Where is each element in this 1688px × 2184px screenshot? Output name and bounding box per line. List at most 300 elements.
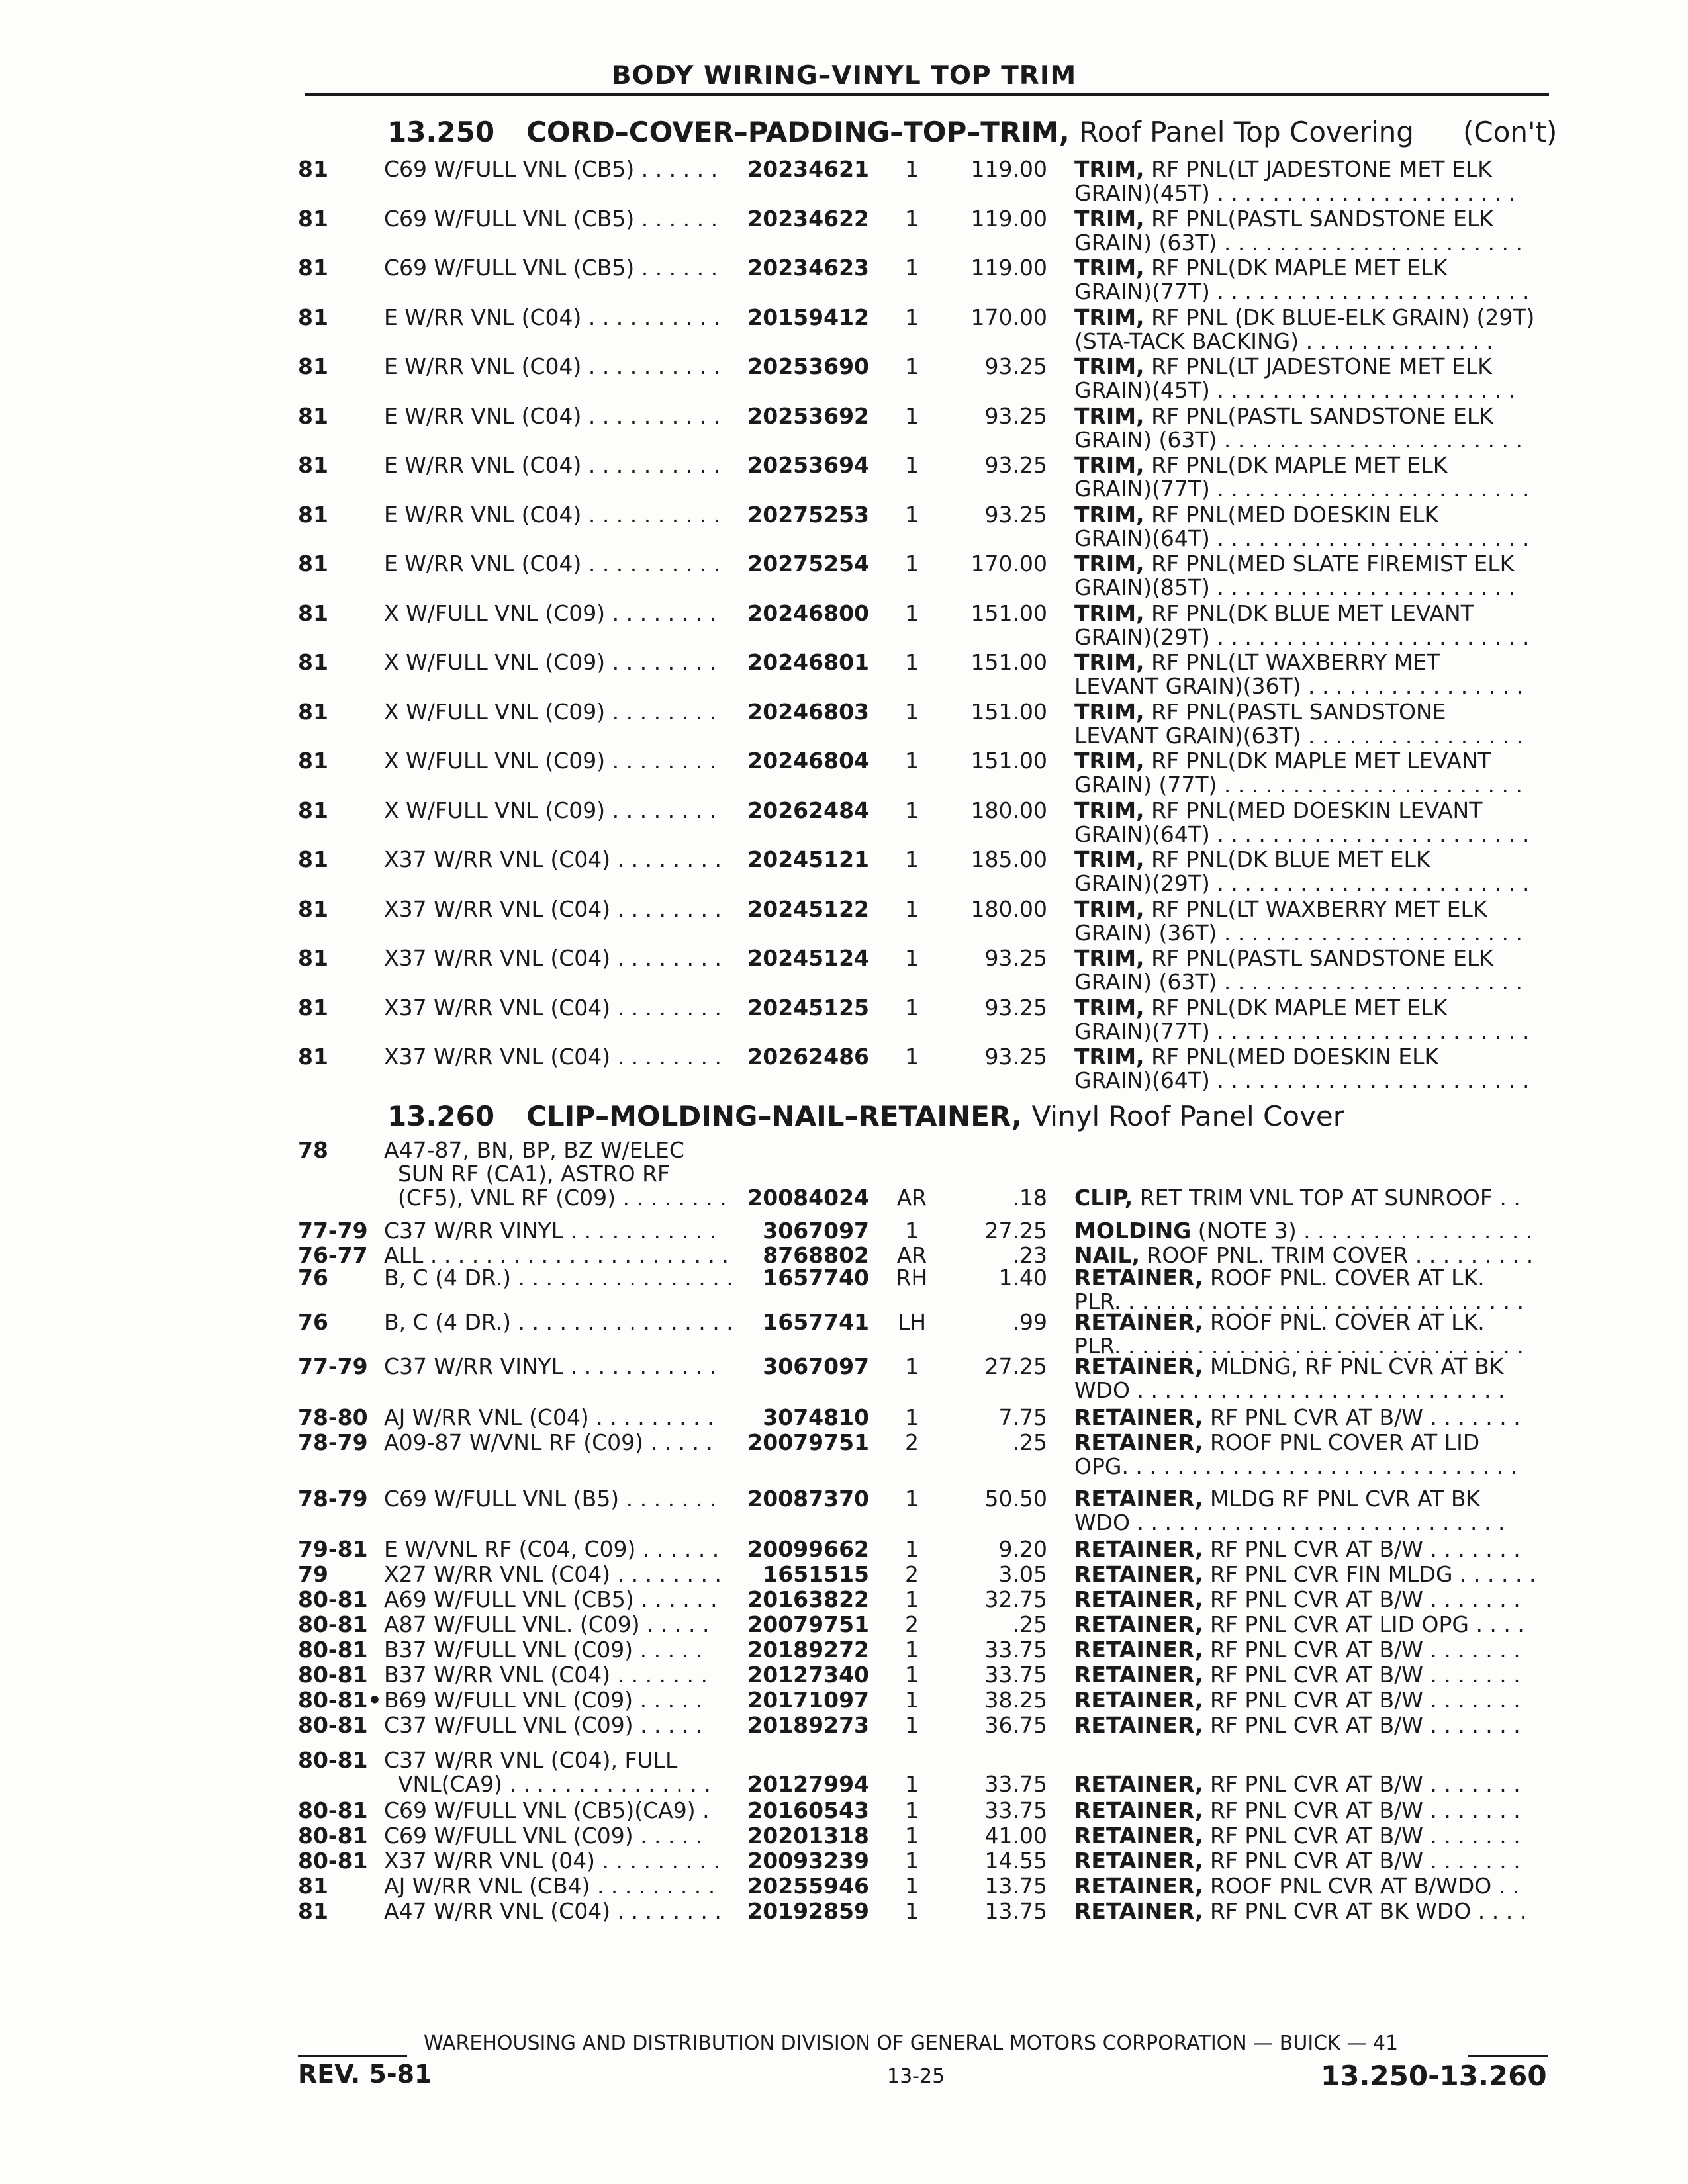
part-number: 20093239 — [747, 1848, 869, 1874]
quantity: 1 — [905, 1797, 919, 1823]
part-number: 20262484 — [747, 797, 869, 823]
list-price: 41.00 — [984, 1823, 1047, 1848]
quantity: 1 — [905, 1044, 919, 1069]
description-noun: TRIM, — [1074, 1044, 1145, 1069]
description-text: MLDNG, RF PNL CVR AT BK WDO . . . . . . . . . . . . . . . . . . . . . . . . . . . — [1074, 1353, 1505, 1403]
description-text: (NOTE 3) . . . . . . . . . . . . . . . . . — [1191, 1218, 1533, 1244]
description-noun: TRIM, — [1074, 600, 1145, 626]
description-noun: TRIM, — [1074, 304, 1145, 330]
part-number: 8768802 — [763, 1242, 869, 1268]
part-description — [1074, 1563, 1551, 1586]
description-text: RF PNL CVR AT LID OPG . . . . — [1203, 1612, 1524, 1637]
model-year: 80-81 — [298, 1612, 368, 1637]
description-text: ROOF PNL CVR AT B/WDO . . — [1203, 1873, 1520, 1899]
model-year: 76 — [298, 1265, 328, 1291]
description-noun: RETAINER, — [1074, 1771, 1203, 1797]
part-description — [1074, 602, 1551, 649]
list-price: 33.75 — [984, 1637, 1047, 1662]
footer-division: WAREHOUSING AND DISTRIBUTION DIVISION OF GENERAL MOTORS CORPORATION — BUICK — 41 — [424, 2032, 1399, 2055]
list-price: .23 — [1012, 1242, 1047, 1268]
model-year: 80-81 — [298, 1797, 368, 1823]
description-noun: RETAINER, — [1074, 1848, 1203, 1874]
list-price: 36.75 — [984, 1712, 1047, 1738]
description-noun: TRIM, — [1074, 353, 1145, 379]
description-noun: RETAINER, — [1074, 1823, 1203, 1848]
description-noun: TRIM, — [1074, 403, 1145, 429]
quantity: 1 — [905, 1404, 919, 1430]
section-subtitle: Vinyl Roof Panel Cover — [1031, 1100, 1345, 1132]
part-description — [1074, 1244, 1551, 1267]
part-description — [1074, 897, 1551, 945]
application: C69 W/FULL VNL (CB5) . . . . . . — [384, 255, 718, 281]
application: C69 W/FULL VNL (CB5)(CA9) . — [384, 1797, 710, 1823]
description-text: RF PNL(PASTL SANDSTONE ELK GRAIN) (63T) . . . . . . . . . . . . . . . . . . . . . . — [1074, 945, 1523, 995]
part-number: 20234621 — [747, 156, 869, 182]
page-header-title: BODY WIRING–VINYL TOP TRIM — [611, 61, 1077, 91]
application: C69 W/FULL VNL (CB5) . . . . . . — [384, 156, 718, 182]
description-noun: RETAINER, — [1074, 1430, 1203, 1455]
description-noun: TRIM, — [1074, 896, 1145, 922]
list-price: 170.00 — [970, 304, 1047, 330]
quantity: 1 — [905, 452, 919, 478]
part-description — [1074, 1849, 1551, 1873]
part-number: 20084024 — [747, 1185, 869, 1210]
part-number: 20262486 — [747, 1044, 869, 1069]
application: A47-87, BN, BP, BZ W/ELEC SUN RF (CA1), ASTRO RF (CF5), VNL RF (C09) . . . . . . . . — [384, 1137, 727, 1210]
part-description — [1074, 503, 1551, 551]
application: E W/RR VNL (C04) . . . . . . . . . . — [384, 502, 721, 527]
description-text: RF PNL CVR FIN MLDG . . . . . . — [1203, 1561, 1536, 1587]
quantity: 2 — [905, 1561, 919, 1587]
part-number: 1651515 — [763, 1561, 869, 1587]
footer-rule-right — [1468, 2055, 1548, 2057]
list-price: 27.25 — [984, 1353, 1047, 1379]
application: C69 W/FULL VNL (B5) . . . . . . . — [384, 1486, 717, 1512]
list-price: 93.25 — [984, 1044, 1047, 1069]
part-number: 1657741 — [763, 1309, 869, 1335]
application: E W/VNL RF (C04, C09) . . . . . . — [384, 1536, 720, 1562]
part-description — [1074, 749, 1551, 797]
part-description — [1074, 1266, 1551, 1314]
model-year: 81 — [298, 403, 328, 429]
part-description — [1074, 848, 1551, 895]
model-year: 81 — [298, 896, 328, 922]
part-description — [1074, 1799, 1551, 1823]
part-description — [1074, 1713, 1551, 1737]
description-noun: RETAINER, — [1074, 1662, 1203, 1688]
description-text: RF PNL CVR AT B/W . . . . . . . — [1203, 1687, 1521, 1713]
application: A47 W/RR VNL (C04) . . . . . . . . — [384, 1898, 722, 1924]
application: E W/RR VNL (C04) . . . . . . . . . . — [384, 403, 721, 429]
part-number: 20192859 — [747, 1898, 869, 1924]
description-text: RF PNL(DK BLUE MET ELK GRAIN)(29T) . . . . . . . . . . . . . . . . . . . . . . . — [1074, 846, 1530, 896]
list-price: 50.50 — [984, 1486, 1047, 1512]
quantity: 1 — [905, 1353, 919, 1379]
quantity: 2 — [905, 1612, 919, 1637]
section-number: 13.260 — [387, 1100, 495, 1132]
model-year: 79 — [298, 1561, 328, 1587]
application: X W/FULL VNL (C09) . . . . . . . . — [384, 699, 716, 725]
quantity: 1 — [905, 1586, 919, 1612]
description-text: RF PNL CVR AT B/W . . . . . . . — [1203, 1637, 1521, 1662]
description-text: RF PNL CVR AT B/W . . . . . . . — [1203, 1536, 1521, 1562]
part-number: 20246804 — [747, 748, 869, 774]
part-description — [1074, 1874, 1551, 1898]
quantity: 1 — [905, 1848, 919, 1874]
description-noun: TRIM, — [1074, 945, 1145, 971]
description-text: RF PNL CVR AT B/W . . . . . . . — [1203, 1404, 1521, 1430]
application: X37 W/RR VNL (C04) . . . . . . . . — [384, 846, 722, 872]
part-number: 20160543 — [747, 1797, 869, 1823]
part-number: 20253694 — [747, 452, 869, 478]
application: C37 W/RR VINYL . . . . . . . . . . . — [384, 1218, 716, 1244]
quantity: LH — [897, 1309, 927, 1335]
list-price: 180.00 — [970, 797, 1047, 823]
list-price: 180.00 — [970, 896, 1047, 922]
part-description — [1074, 1355, 1551, 1402]
description-noun: MOLDING — [1074, 1218, 1192, 1244]
description-text: RF PNL(MED DOESKIN ELK GRAIN)(64T) . . . . . . . . . . . . . . . . . . . . . . . — [1074, 502, 1530, 551]
list-price: .25 — [1012, 1430, 1047, 1455]
part-description — [1074, 256, 1551, 304]
quantity: 2 — [905, 1430, 919, 1455]
description-text: RF PNL(PASTL SANDSTONE ELK GRAIN) (63T) . . . . . . . . . . . . . . . . . . . . . . — [1074, 206, 1523, 255]
description-text: RF PNL CVR AT B/W . . . . . . . — [1203, 1797, 1521, 1823]
description-text: RF PNL(LT JADESTONE MET ELK GRAIN)(45T) . . . . . . . . . . . . . . . . . . . . . . — [1074, 156, 1516, 206]
model-year: 81 — [298, 551, 328, 576]
footer-revision: REV. 5-81 — [298, 2060, 432, 2089]
part-number: 20127994 — [747, 1771, 869, 1797]
part-description — [1074, 404, 1551, 452]
part-number: 20245121 — [747, 846, 869, 872]
list-price: 14.55 — [984, 1848, 1047, 1874]
application: X27 W/RR VNL (C04) . . . . . . . . — [384, 1561, 722, 1587]
description-noun: RETAINER, — [1074, 1637, 1203, 1662]
model-year: 81 — [298, 1044, 328, 1069]
model-year: 81 — [298, 1873, 328, 1899]
part-number: 20245122 — [747, 896, 869, 922]
application: X37 W/RR VNL (C04) . . . . . . . . — [384, 995, 722, 1021]
application: X W/FULL VNL (C09) . . . . . . . . — [384, 649, 716, 675]
part-number: 3074810 — [763, 1404, 869, 1430]
quantity: 1 — [905, 1536, 919, 1562]
list-price: 1.40 — [998, 1265, 1047, 1291]
part-description — [1074, 700, 1551, 748]
description-text: RF PNL(PASTL SANDSTONE ELK GRAIN) (63T) . . . . . . . . . . . . . . . . . . . . . . — [1074, 403, 1523, 453]
description-noun: RETAINER, — [1074, 1404, 1203, 1430]
quantity: 1 — [905, 945, 919, 971]
description-noun: TRIM, — [1074, 156, 1145, 182]
model-year: 81 — [298, 502, 328, 527]
list-price: 27.25 — [984, 1218, 1047, 1244]
list-price: 9.20 — [998, 1536, 1047, 1562]
quantity: 1 — [905, 797, 919, 823]
quantity: 1 — [905, 846, 919, 872]
part-description — [1074, 1688, 1551, 1712]
model-year: 81 — [298, 649, 328, 675]
application: AJ W/RR VNL (CB4) . . . . . . . . . — [384, 1873, 716, 1899]
description-noun: TRIM, — [1074, 551, 1145, 576]
description-text: RF PNL CVR AT B/W . . . . . . . — [1203, 1712, 1521, 1738]
model-year: 77-79 — [298, 1218, 368, 1244]
model-year: 79-81 — [298, 1536, 368, 1562]
list-price: 93.25 — [984, 945, 1047, 971]
part-number: 20246800 — [747, 600, 869, 626]
model-year: 81 — [298, 748, 328, 774]
quantity: 1 — [905, 502, 919, 527]
part-description — [1074, 1186, 1551, 1210]
list-price: 151.00 — [970, 699, 1047, 725]
model-year: 77-79 — [298, 1353, 368, 1379]
part-number: 20127340 — [747, 1662, 869, 1688]
part-description — [1074, 355, 1551, 402]
description-noun: RETAINER, — [1074, 1309, 1203, 1335]
description-text: ROOF PNL. COVER AT LK. PLR. . . . . . . . . . . . . . . . . . . . . . . . . . . . . . — [1074, 1265, 1524, 1314]
description-text: RF PNL CVR AT B/W . . . . . . . — [1203, 1848, 1521, 1874]
description-noun: RETAINER, — [1074, 1712, 1203, 1738]
application: E W/RR VNL (C04) . . . . . . . . . . — [384, 551, 721, 576]
footer-section-range: 13.250-13.260 — [1321, 2060, 1547, 2092]
description-text: RF PNL(DK MAPLE MET ELK GRAIN)(77T) . . . . . . . . . . . . . . . . . . . . . . . — [1074, 452, 1530, 502]
description-text: RF PNL(DK MAPLE MET LEVANT GRAIN) (77T) . . . . . . . . . . . . . . . . . . . . . . — [1074, 748, 1523, 797]
application: X W/FULL VNL (C09) . . . . . . . . — [384, 600, 716, 626]
quantity: 1 — [905, 1486, 919, 1512]
part-description — [1074, 1310, 1551, 1358]
quantity: 1 — [905, 304, 919, 330]
description-text: RF PNL(LT WAXBERRY MET ELK GRAIN) (36T) . . . . . . . . . . . . . . . . . . . . . . — [1074, 896, 1523, 946]
part-description — [1074, 799, 1551, 846]
part-number: 20275253 — [747, 502, 869, 527]
part-number: 20234622 — [747, 206, 869, 232]
description-noun: CLIP, — [1074, 1185, 1133, 1210]
description-text: RF PNL(LT WAXBERRY MET LEVANT GRAIN)(36T) . . . . . . . . . . . . . . . . — [1074, 649, 1524, 699]
description-noun: RETAINER, — [1074, 1536, 1203, 1562]
list-price: 151.00 — [970, 600, 1047, 626]
description-text: RF PNL CVR AT B/W . . . . . . . — [1203, 1662, 1521, 1688]
part-description — [1074, 996, 1551, 1044]
description-text: ROOF PNL. TRIM COVER . . . . . . . . . — [1140, 1242, 1534, 1268]
part-description — [1074, 946, 1551, 994]
section-name: CORD–COVER–PADDING–TOP–TRIM, — [526, 116, 1070, 148]
part-number: 20099662 — [747, 1536, 869, 1562]
application: A69 W/FULL VNL (CB5) . . . . . . — [384, 1586, 718, 1612]
description-noun: RETAINER, — [1074, 1353, 1203, 1379]
model-year: 80-81 — [298, 1747, 368, 1773]
description-noun: RETAINER, — [1074, 1687, 1203, 1713]
description-text: ROOF PNL COVER AT LID OPG. . . . . . . . . . . . . . . . . . . . . . . . . . . . . — [1074, 1430, 1518, 1479]
description-noun: TRIM, — [1074, 846, 1145, 872]
application: C69 W/FULL VNL (C09) . . . . . — [384, 1823, 703, 1848]
part-number: 20275254 — [747, 551, 869, 576]
list-price: 13.75 — [984, 1873, 1047, 1899]
application: B, C (4 DR.) . . . . . . . . . . . . . . . . — [384, 1309, 733, 1335]
description-noun: RETAINER, — [1074, 1898, 1203, 1924]
part-number: 3067097 — [763, 1353, 869, 1379]
model-year: 81 — [298, 995, 328, 1021]
section-heading-13-260 — [387, 1100, 1344, 1132]
description-noun: RETAINER, — [1074, 1873, 1203, 1899]
application: X W/FULL VNL (C09) . . . . . . . . — [384, 797, 716, 823]
description-text: RF PNL(LT JADESTONE MET ELK GRAIN)(45T) . . . . . . . . . . . . . . . . . . . . . . — [1074, 353, 1516, 403]
part-number: 20079751 — [747, 1612, 869, 1637]
list-price: 33.75 — [984, 1797, 1047, 1823]
description-text: RF PNL(MED SLATE FIREMIST ELK GRAIN)(85T) . . . . . . . . . . . . . . . . . . . . . . — [1074, 551, 1516, 600]
list-price: 38.25 — [984, 1687, 1047, 1713]
part-description — [1074, 207, 1551, 255]
part-description — [1074, 1537, 1551, 1561]
part-number: 20201318 — [747, 1823, 869, 1848]
application: E W/RR VNL (C04) . . . . . . . . . . — [384, 304, 721, 330]
description-noun: TRIM, — [1074, 649, 1145, 675]
part-number: 20171097 — [747, 1687, 869, 1713]
quantity: 1 — [905, 1218, 919, 1244]
quantity: 1 — [905, 600, 919, 626]
description-text: RET TRIM VNL TOP AT SUNROOF . . — [1133, 1185, 1521, 1210]
description-text: RF PNL(MED DOESKIN LEVANT GRAIN)(64T) . . . . . . . . . . . . . . . . . . . . . . . — [1074, 797, 1530, 847]
part-number: 3067097 — [763, 1218, 869, 1244]
model-year: 78 — [298, 1137, 328, 1163]
list-price: .25 — [1012, 1612, 1047, 1637]
model-year: 80-81• — [298, 1687, 382, 1713]
model-year: 80-81 — [298, 1662, 368, 1688]
section-continued: (Con't) — [1463, 116, 1558, 148]
part-number: 20159412 — [747, 304, 869, 330]
list-price: 32.75 — [984, 1586, 1047, 1612]
description-text: ROOF PNL. COVER AT LK. PLR. . . . . . . . . . . . . . . . . . . . . . . . . . . . . . — [1074, 1309, 1524, 1359]
model-year: 81 — [298, 206, 328, 232]
list-price: 7.75 — [998, 1404, 1047, 1430]
model-year: 78-79 — [298, 1486, 368, 1512]
quantity: 1 — [905, 1712, 919, 1738]
quantity: 1 — [905, 748, 919, 774]
quantity: 1 — [905, 156, 919, 182]
part-number: 20189273 — [747, 1712, 869, 1738]
application: X37 W/RR VNL (C04) . . . . . . . . — [384, 896, 722, 922]
model-year: 81 — [298, 156, 328, 182]
application: ALL . . . . . . . . . . . . . . . . . . . . . . — [384, 1242, 729, 1268]
description-noun: TRIM, — [1074, 452, 1145, 478]
quantity: AR — [896, 1242, 927, 1268]
part-description — [1074, 158, 1551, 205]
part-number: 20246801 — [747, 649, 869, 675]
application: C69 W/FULL VNL (CB5) . . . . . . — [384, 206, 718, 232]
model-year: 76-77 — [298, 1242, 368, 1268]
description-noun: RETAINER, — [1074, 1797, 1203, 1823]
list-price: 13.75 — [984, 1898, 1047, 1924]
model-year: 81 — [298, 353, 328, 379]
application: AJ W/RR VNL (C04) . . . . . . . . . — [384, 1404, 714, 1430]
model-year: 81 — [298, 699, 328, 725]
list-price: 119.00 — [970, 156, 1047, 182]
description-text: RF PNL CVR AT B/W . . . . . . . — [1203, 1823, 1521, 1848]
part-description — [1074, 1663, 1551, 1687]
part-description — [1074, 1431, 1551, 1479]
description-noun: TRIM, — [1074, 502, 1145, 527]
application: X W/FULL VNL (C09) . . . . . . . . — [384, 748, 716, 774]
quantity: 1 — [905, 1823, 919, 1848]
application: A87 W/FULL VNL. (C09) . . . . . — [384, 1612, 710, 1637]
model-year: 80-81 — [298, 1823, 368, 1848]
description-text: RF PNL(DK BLUE MET LEVANT GRAIN)(29T) . . . . . . . . . . . . . . . . . . . . . . . — [1074, 600, 1530, 650]
quantity: 1 — [905, 1873, 919, 1899]
part-description — [1074, 1899, 1551, 1923]
part-number: 20245125 — [747, 995, 869, 1021]
part-number: 20234623 — [747, 255, 869, 281]
list-price: 151.00 — [970, 748, 1047, 774]
part-number: 20245124 — [747, 945, 869, 971]
part-description — [1074, 552, 1551, 600]
quantity: 1 — [905, 649, 919, 675]
application: C37 W/RR VNL (C04), FULL VNL(CA9) . . . . . . . . . . . . . . . — [384, 1747, 711, 1797]
quantity: 1 — [905, 1687, 919, 1713]
description-noun: TRIM, — [1074, 748, 1145, 774]
list-price: 93.25 — [984, 995, 1047, 1021]
quantity: 1 — [905, 206, 919, 232]
application: C37 W/RR VINYL . . . . . . . . . . . — [384, 1353, 716, 1379]
quantity: 1 — [905, 403, 919, 429]
model-year: 78-80 — [298, 1404, 368, 1430]
model-year: 80-81 — [298, 1637, 368, 1662]
part-description — [1074, 453, 1551, 501]
section-subtitle: Roof Panel Top Covering — [1079, 116, 1414, 148]
quantity: 1 — [905, 353, 919, 379]
list-price: 33.75 — [984, 1771, 1047, 1797]
description-noun: RETAINER, — [1074, 1561, 1203, 1587]
part-number: 20255946 — [747, 1873, 869, 1899]
part-description — [1074, 1219, 1551, 1243]
part-description — [1074, 1487, 1551, 1535]
quantity: 1 — [905, 1898, 919, 1924]
application: B, C (4 DR.) . . . . . . . . . . . . . . . . — [384, 1265, 733, 1291]
list-price: 93.25 — [984, 452, 1047, 478]
list-price: 170.00 — [970, 551, 1047, 576]
description-text: RF PNL(DK MAPLE MET ELK GRAIN)(77T) . . . . . . . . . . . . . . . . . . . . . . . — [1074, 995, 1530, 1044]
model-year: 81 — [298, 600, 328, 626]
description-noun: RETAINER, — [1074, 1486, 1203, 1512]
part-description — [1074, 1406, 1551, 1430]
quantity: RH — [896, 1265, 928, 1291]
description-text: RF PNL CVR AT B/W . . . . . . . — [1203, 1771, 1521, 1797]
description-noun: TRIM, — [1074, 995, 1145, 1021]
part-number: 1657740 — [763, 1265, 869, 1291]
application: C37 W/FULL VNL (C09) . . . . . — [384, 1712, 703, 1738]
list-price: 33.75 — [984, 1662, 1047, 1688]
model-year: 81 — [298, 1898, 328, 1924]
description-text: RF PNL(PASTL SANDSTONE LEVANT GRAIN)(63T) . . . . . . . . . . . . . . . . — [1074, 699, 1524, 749]
model-year: 81 — [298, 945, 328, 971]
list-price: 93.25 — [984, 502, 1047, 527]
part-description — [1074, 651, 1551, 698]
model-year: 81 — [298, 797, 328, 823]
part-number: 20189272 — [747, 1637, 869, 1662]
description-noun: TRIM, — [1074, 255, 1145, 281]
quantity: 1 — [905, 896, 919, 922]
description-noun: RETAINER, — [1074, 1265, 1203, 1291]
quantity: 1 — [905, 551, 919, 576]
list-price: .18 — [1012, 1185, 1047, 1210]
description-text: MLDG RF PNL CVR AT BK WDO . . . . . . . . . . . . . . . . . . . . . . . . . . . — [1074, 1486, 1505, 1535]
list-price: 93.25 — [984, 403, 1047, 429]
application: X37 W/RR VNL (04) . . . . . . . . . — [384, 1848, 720, 1874]
part-description — [1074, 306, 1551, 353]
description-noun: TRIM, — [1074, 797, 1145, 823]
quantity: 1 — [905, 1662, 919, 1688]
description-noun: TRIM, — [1074, 206, 1145, 232]
application: B69 W/FULL VNL (C09) . . . . . — [384, 1687, 703, 1713]
quantity: 1 — [905, 1637, 919, 1662]
section-heading-13-250 — [387, 116, 1558, 148]
header-rule — [305, 93, 1549, 96]
